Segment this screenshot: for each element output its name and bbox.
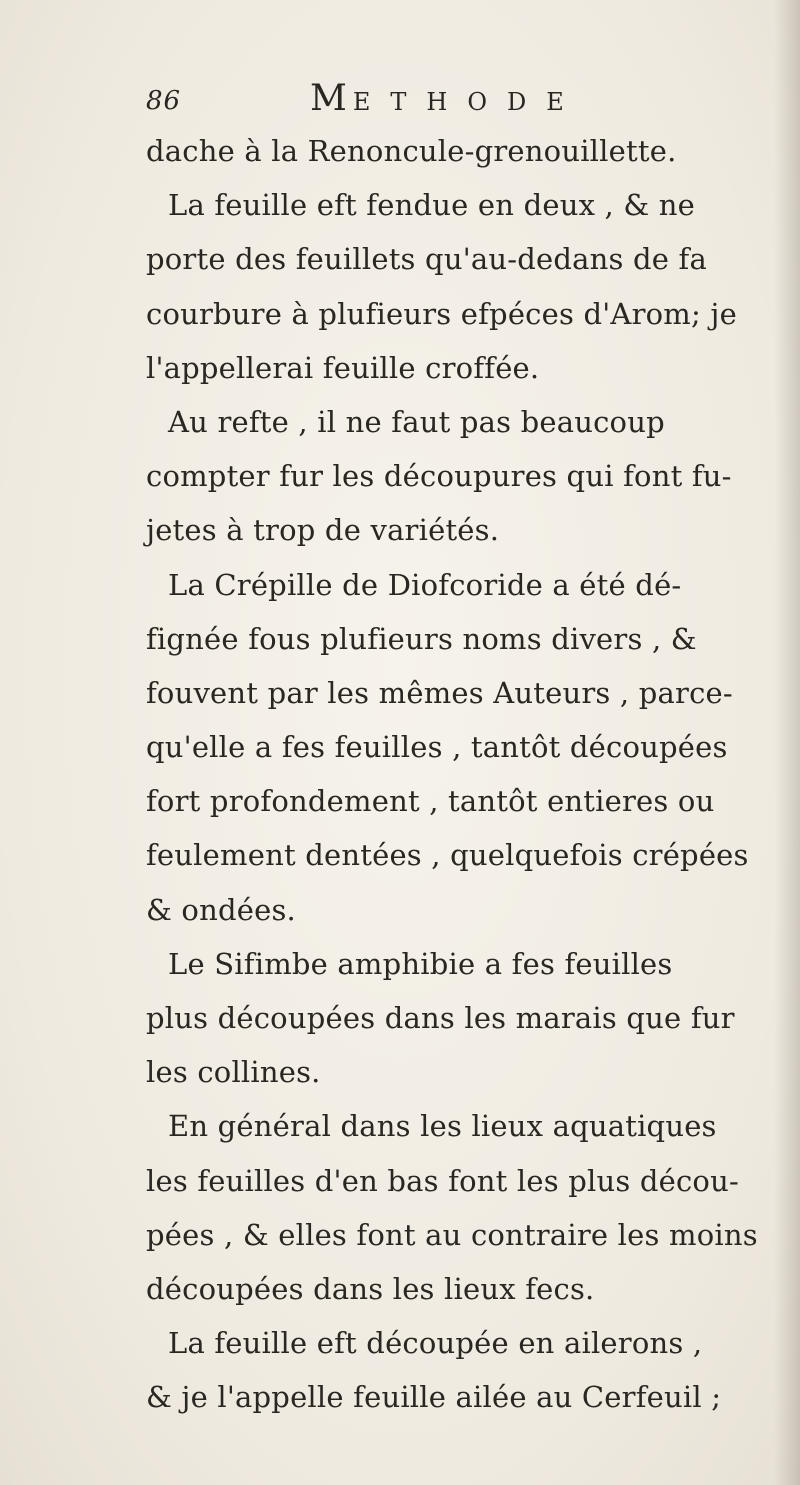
page-edge-shadow <box>774 0 800 1485</box>
text-line-24: & je l'appelle feuille ailée au Cerfeuil ; <box>146 1380 722 1415</box>
text-line-14: feulement dentées , quelquefois crépées <box>146 838 749 873</box>
text-line-4: courbure à plufieurs efpéces d'Arom; je <box>146 296 737 331</box>
body-text <box>146 124 776 1425</box>
page-header <box>146 78 706 128</box>
text-line-5: l'appellerai feuille croffée. <box>146 350 540 385</box>
text-line-17: plus découpées dans les marais que fur <box>146 1001 735 1035</box>
running-head-initial: M <box>310 78 353 119</box>
text-line-20: les feuilles d'en bas font les plus décou- <box>146 1163 739 1198</box>
text-line-1: dache à la Renoncule-grenouillette. <box>146 134 677 168</box>
text-line-9: La Crépille de Diofcoride a été dé- <box>168 567 682 602</box>
running-head <box>310 78 584 119</box>
text-line-16: Le Sifimbe amphibie a fes feuilles <box>168 946 673 981</box>
running-head-rest: ETHODE <box>352 88 584 116</box>
text-line-2: La feuille eft fendue en deux , & ne <box>168 188 696 223</box>
text-line-7: compter fur les découpures qui font fu- <box>146 459 732 494</box>
text-line-10: fignée fous plufieurs noms divers , & <box>146 621 697 656</box>
text-line-13: fort profondement , tantôt entieres ou <box>146 784 715 819</box>
text-line-21: pées , & elles font au contraire les moins <box>146 1217 758 1252</box>
text-line-18: les collines. <box>146 1055 321 1090</box>
text-line-12: qu'elle a fes feuilles , tantôt découpées <box>146 730 728 765</box>
text-line-8: jetes à trop de variétés. <box>146 513 500 548</box>
text-line-22: découpées dans les lieux fecs. <box>146 1271 595 1306</box>
text-line-19: En général dans les lieux aquatiques <box>168 1109 717 1144</box>
text-line-6: Au refte , il ne faut pas beaucoup <box>168 404 665 439</box>
text-line-11: fouvent par les mêmes Auteurs , parce- <box>146 675 733 710</box>
page-number: 86 <box>146 86 182 116</box>
text-line-15: & ondées. <box>146 892 296 927</box>
text-line-3: porte des feuillets qu'au-dedans de fa <box>146 242 707 277</box>
text-line-23: La feuille eft découpée en ailerons , <box>168 1326 703 1361</box>
